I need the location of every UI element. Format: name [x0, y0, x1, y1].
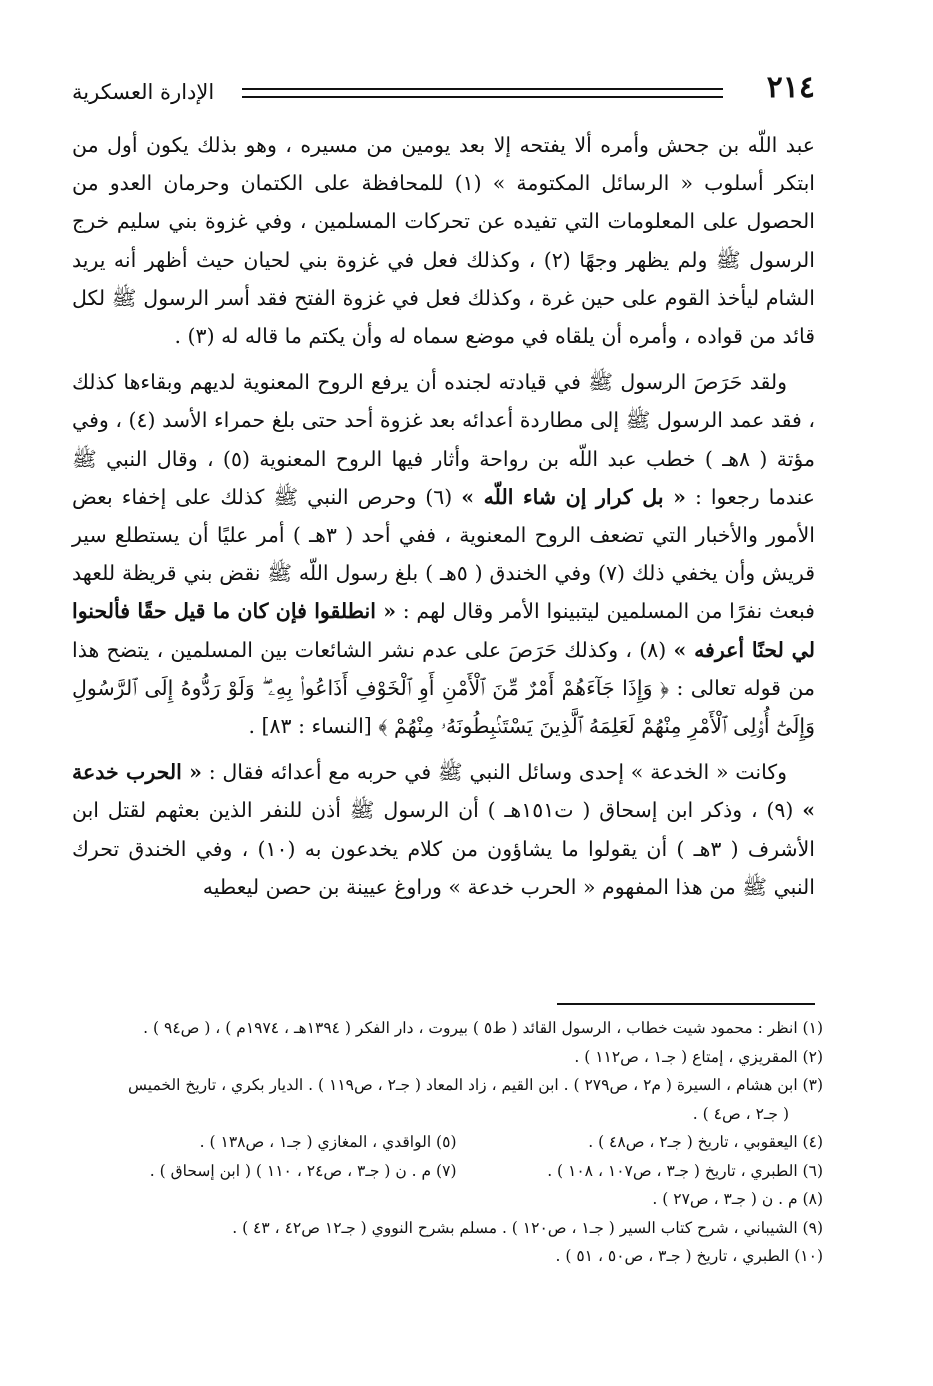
footnote-5: (٥) الواقدي ، المغازي ( جـ١ ، ص١٣٨ ) . [199, 1133, 457, 1151]
paragraph-3 [72, 753, 815, 906]
footnote-row-4-5 [90, 1128, 823, 1157]
verse-reference: [النساء : ٨٣] . [248, 714, 372, 739]
paragraph-2-part-a: ولقد حَرَصَ الرسول ﷺ في قيادته لجنده أن يرفع الروح المعنوية لديهم وبقاءها كذلك ، فقد عمد الرسول ﷺ إلى مطاردة أعدائه بعد غزوة أحد حتى بلغ حمراء الأسد (٤) ، وفي مؤتة ( ٨هـ ) خطب عبد اللّه بن رواحة وأثار فيها الروح المعنوية (٥) ، وقال النبي ﷺ عندما رجعوا : [72, 370, 816, 509]
paragraph-3-part-a: وكانت « الخدعة » إحدى وسائل النبي ﷺ في حربه مع أعدائه فقال : [208, 760, 787, 785]
footnote-3-continuation: ( جـ٢ ، ص٤ ) . [692, 1104, 789, 1123]
paragraph-2-part-c: (٦) وحرص النبي ﷺ كذلك على إخفاء بعض الأمور والأخبار التي تضعف الروح المعنوية ، ففي أحد ( ٣هـ ) أمر عليًا أن يستطلع سير قريش وأن يخفي ذلك (٧) وفي الخندق ( ٥هـ ) بلغ رسول اللّه ﷺ نقض بني قريظة للعهد فبعث نفرًا من المسلمين ليتبينوا الأمر وقال لهم : [72, 484, 815, 624]
footnote-row-6-7 [90, 1157, 823, 1186]
footnote-7: (٧) م . ن ( جـ٣ ، ص٢٤ ، ١١٠ ) ( ابن إسحاق ) . [149, 1161, 457, 1180]
running-title: الإدارة العسكرية [72, 80, 215, 104]
footnotes [90, 1014, 823, 1271]
paragraph-1: عبد اللّه بن جحش وأمره ألا يفتحه إلا بعد يومين من مسيره ، وهو بذلك يكون أول من ابتكر أسلوب « الرسائل المكتومة » (١) للمحافظة على الكتمان وحرمان العدو من الحصول على المعلومات التي تفيده عن تحركات المسلمين ، وفي غزوة بني سليم خرج الرسول ﷺ ولم يظهر وجهًا (٢) ، وكذلك فعل في غزوة بني لحيان حيث أظهر أنه يريد الشام ليأخذ القوم على حين غرة ، وكذلك فعل في غزوة الفتح فقد أسر الرسول ﷺ لكل قائد من قواده ، وأمره أن يلقاه في موضع سماه له وأن يكتم ما قاله له (٣) . [72, 133, 815, 349]
footnote-4: (٤) اليعقوبي ، تاريخ ( جـ٢ ، ص٤٨ ) . [588, 1133, 823, 1151]
footnote-separator [557, 1003, 815, 1005]
footnote-9: (٩) الشيباني ، شرح كتاب السير ( جـ١ ، ص١٢٠ ) . مسلم بشرح النووي ( جـ١٢ ص٤٢ ، ٤٣ ) . [232, 1218, 823, 1237]
header-double-rule [242, 88, 723, 98]
footnote-6: (٦) الطبري ، تاريخ ( جـ٣ ، ص١٠٧ ، ١٠٨ ) . [547, 1161, 823, 1180]
footnote-1: (١) انظر : محمود شيت خطاب ، الرسول القائد ( ط٥ ) بيروت ، دار الفكر ( ١٣٩٤هـ ، ١٩٧٤م ) ، ( ص٩٤ ) . [143, 1019, 823, 1037]
footnote-3: (٣) ابن هشام ، السيرة ( م٢ ، ص٢٧٩ ) . ابن القيم ، زاد المعاد ( جـ٢ ، ص١١٩ ) . الديار بكري ، تاريخ الخميس [128, 1076, 823, 1094]
quran-verse: ﴿ وَإِذَا جَآءَهُمْ أَمْرٌ مِّنَ ٱلْأَمْنِ أَوِ ٱلْخَوْفِ أَذَاعُوا۟ بِهِۦ ۖ وَلَوْ رَدُّوهُ إِلَى ٱلرَّسُولِ وَإِلَىٰٓ أُو۟لِى ٱلْأَمْرِ مِنْهُمْ لَعَلِمَهُ ٱلَّذِينَ يَسْتَنۢبِطُونَهُۥ مِنْهُمْ ﴾ [72, 675, 815, 739]
page-header [72, 70, 815, 110]
paragraph-2-part-e: (٨) ، وكذلك حَرَصَ على عدم نشر الشائعات بين المسلمين ، يتضح هذا من قوله تعالى : [72, 637, 815, 700]
page-number: ٢١٤ [766, 70, 815, 105]
hadith-quote-2: « انطلقوا فإن كان ما قيل حقًا فألحنوا لي لحنًا أعرفه » [72, 599, 815, 662]
footnote-8: (٨) م . ن ( جـ٣ ، ص٢٧ ) . [652, 1190, 823, 1208]
paragraph-3-part-c: (٩) ، وذكر ابن إسحاق ( ت١٥١هـ ) أن الرسول ﷺ أذن للنفر الذين بعثهم لقتل ابن الأشرف ( ٣هـ ) أن يقولوا ما يشاؤون من كلام يخدعون به (١٠) ، وفي الخندق تحرك النبي ﷺ من هذا المفهوم « الحرب خدعة » وراوغ عيينة بن حصن ليعطيه [72, 798, 815, 899]
hadith-quote-3: « الحرب خدعة » [72, 760, 816, 823]
footnote-10: (١٠) الطبري ، تاريخ ( جـ٣ ، ص٥٠ ، ٥١ ) . [555, 1247, 823, 1265]
paragraph-2 [72, 363, 815, 745]
hadith-quote-1: « بل كرار إن شاء اللّه » [461, 484, 686, 509]
footnote-2: (٢) المقريزي ، إمتاع ( جـ١ ، ص١١٢ ) . [574, 1047, 823, 1066]
main-text [72, 126, 815, 914]
